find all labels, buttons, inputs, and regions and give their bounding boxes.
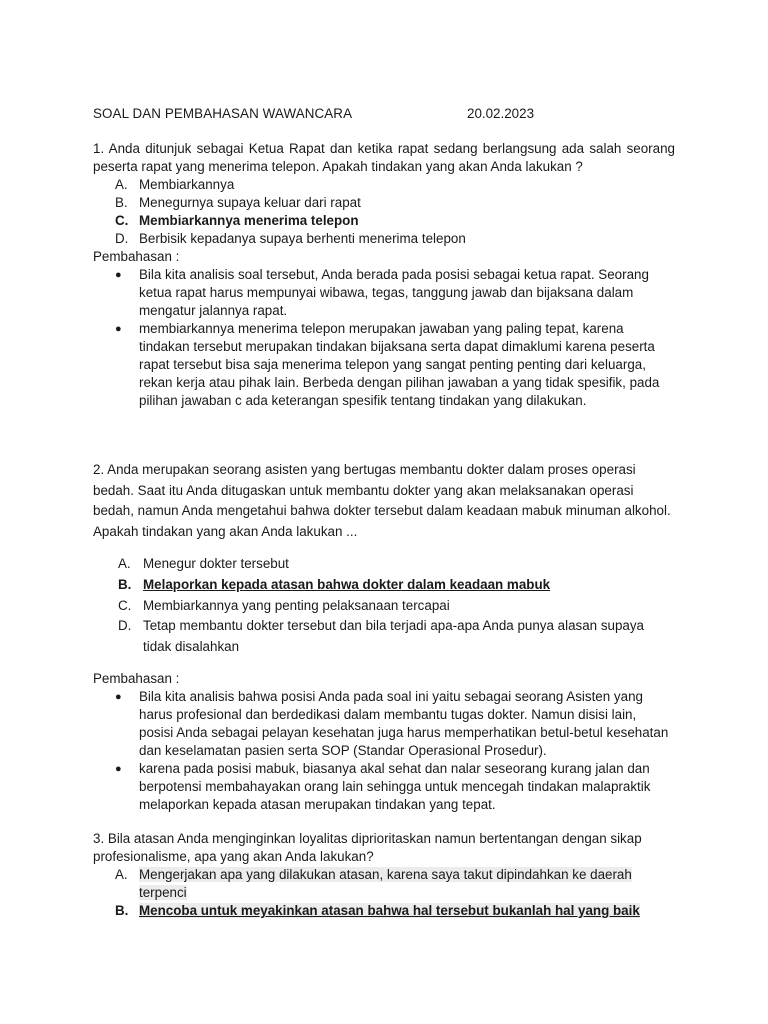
question-1-text: 1. Anda ditunjuk sebagai Ketua Rapat dan ketika rapat sedang berlangsung ada salah seorang peserta rapat yang menerima telepon. Apakah tindakan yang akan Anda lakukan ? (93, 141, 675, 174)
option-b-answer: B. Melaporkan kepada atasan bahwa dokter dalam keadaan mabuk (118, 576, 551, 592)
option-a: A. Menegur dokter tersebut (118, 556, 289, 572)
question-2-discussion (93, 670, 675, 814)
option-d: D. Berbisik kepadanya supaya berhenti menerima telepon (115, 231, 466, 246)
option-b-answer: B. Mencoba untuk meyakinkan atasan bahwa hal tersebut bukanlah hal yang baik (115, 903, 640, 918)
question-2-options (93, 554, 675, 657)
discussion-item: ● membiarkannya menerima telepon merupakan jawaban yang paling tepat, karena tindakan tersebut merupakan tindakan bijaksana serta dapat dimaklumi karena peserta rapat tersebut bisa saja menerima telepon yang sangat penting penting dari keluarga, rekan kerja atau pihak lain. Berbeda dengan pilihan jawaban a yang tidak spesifik, pada pilihan jawaban c ada keterangan spesifik tentang tindakan yang dilakukan. (115, 321, 660, 408)
question-1 (93, 140, 675, 410)
document-date: 20.02.2023 (467, 106, 535, 121)
bullet-icon: ● (115, 323, 122, 335)
discussion-label: Pembahasan : (93, 249, 180, 264)
question-3 (93, 830, 675, 920)
discussion-list (93, 266, 675, 410)
option-d: D. Tetap membantu dokter tersebut dan bila terjadi apa-apa Anda punya alasan supaya tidak disalahkan (118, 618, 645, 654)
discussion-item: ● Bila kita analisis soal tersebut, Anda berada pada posisi sebagai ketua rapat. Seorang ketua rapat harus mempunyai wibawa, tegas, tanggung jawab dan bijaksana dalam mengatur jalannya rapat. (115, 267, 649, 318)
discussion-item: ● Bila kita analisis bahwa posisi Anda pada soal ini yaitu sebagai seorang Asisten yang harus profesional dan berdedikasi dalam membantu tugas dokter. Namun disisi lain, posisi Anda sebagai pelayan kesehatan juga harus memperhatikan betul-betul kesehatan dan keselamatan pasien serta SOP (Standar Operasional Prosedur). (115, 689, 669, 758)
option-a: A. Mengerjakan apa yang dilakukan atasan, karena saya takut dipindahkan ke daerah terpenci (115, 867, 632, 900)
bullet-icon: ● (115, 763, 122, 775)
question-3-text: 3. Bila atasan Anda menginginkan loyalitas diprioritaskan namun bertentangan dengan sikap profesionalisme, apa yang akan Anda lakukan? (93, 831, 642, 864)
option-a: A. Membiarkannya (115, 177, 235, 192)
question-2 (93, 460, 675, 657)
document-title: SOAL DAN PEMBAHASAN WAWANCARA (93, 106, 353, 121)
discussion-label: Pembahasan : (93, 671, 180, 686)
option-b: B. Menegurnya supaya keluar dari rapat (115, 195, 361, 210)
question-3-options (93, 866, 675, 920)
option-c: C. Membiarkannya yang penting pelaksanaan tercapai (118, 597, 450, 613)
discussion-item: ● karena pada posisi mabuk, biasanya akal sehat dan nalar seseorang kurang jalan dan berpotensi membahayakan orang lain sehingga untuk mencegah tindakan malapraktik melaporkan kepada atasan merupakan tindakan yang tepat. (115, 761, 651, 812)
option-c-answer: C. Membiarkannya menerima telepon (115, 213, 359, 228)
document-header (93, 106, 693, 124)
discussion-list (93, 688, 675, 814)
bullet-icon: ● (115, 691, 122, 703)
bullet-icon: ● (115, 269, 122, 281)
question-2-text: 2. Anda merupakan seorang asisten yang bertugas membantu dokter dalam proses operasi bedah. Saat itu Anda ditugaskan untuk membantu dokter yang akan melaksanakan operasi bedah, namun Anda mengetahui bahwa dokter tersebut dalam keadaan mabuk minuman alkohol. Apakah tindakan yang akan Anda lakukan ... (93, 462, 671, 539)
question-1-options (93, 176, 675, 248)
